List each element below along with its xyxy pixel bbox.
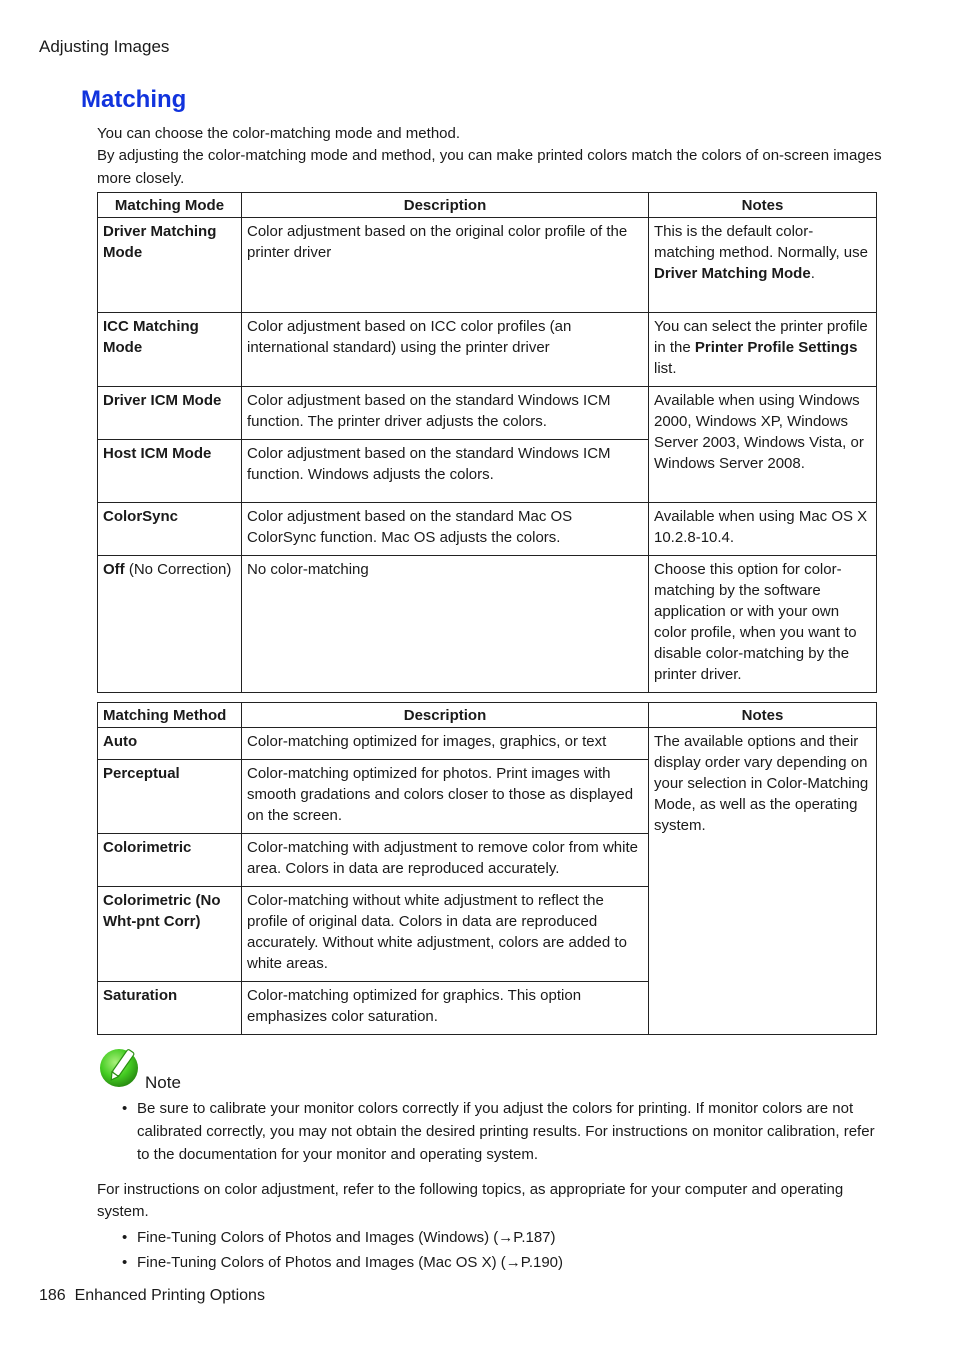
- mode-cell: ICC Matching Mode: [98, 313, 242, 387]
- description-cell: No color-matching: [242, 556, 649, 693]
- intro-text: You can choose the color-matching mode and method.: [97, 125, 461, 142]
- topic-link[interactable]: Fine-Tuning Colors of Photos and Images (Mac OS X) (→P.190): [137, 1254, 564, 1271]
- table-row: [98, 313, 877, 387]
- mode-cell: Off (No Correction): [98, 556, 242, 693]
- description-cell: Color-matching optimized for graphics. This option emphasizes color saturation.: [242, 982, 649, 1035]
- notes-cell: The available options and their display order vary depending on your selection in Color-Matching Mode, as well as the operating system.: [649, 728, 877, 1035]
- page-title: Matching: [81, 86, 187, 113]
- running-header: Adjusting Images: [39, 37, 170, 56]
- bullet: •: [122, 1100, 128, 1117]
- bullet: •: [122, 1229, 128, 1246]
- mode-cell: Host ICM Mode: [98, 440, 242, 503]
- table-row: [98, 218, 877, 313]
- table-row: [98, 387, 877, 440]
- description-cell: Color adjustment based on ICC color profiles (an international standard) using the printer driver: [242, 313, 649, 387]
- description-cell: Color adjustment based on the standard Windows ICM function. The printer driver adjusts the colors.: [242, 387, 649, 440]
- column-header: Notes: [649, 703, 877, 728]
- mode-cell: Driver ICM Mode: [98, 387, 242, 440]
- method-cell: Perceptual: [98, 760, 242, 834]
- description-cell: Color-matching optimized for photos. Print images with smooth gradations and colors closer to those as displayed on the screen.: [242, 760, 649, 834]
- outro-text: For instructions on color adjustment, refer to the following topics, as appropriate for your computer and operating system.: [97, 1181, 844, 1220]
- column-header: Matching Method: [98, 703, 242, 728]
- description-cell: Color adjustment based on the standard Windows ICM function. Windows adjusts the colors.: [242, 440, 649, 503]
- bullet: •: [122, 1254, 128, 1271]
- table-header-row: [98, 193, 877, 218]
- mode-cell: ColorSync: [98, 503, 242, 556]
- method-cell: Saturation: [98, 982, 242, 1035]
- description-cell: Color adjustment based on the original color profile of the printer driver: [242, 218, 649, 313]
- column-header: Description: [242, 193, 649, 218]
- table-row: [98, 503, 877, 556]
- method-cell: Colorimetric: [98, 834, 242, 887]
- method-cell: Auto: [98, 728, 242, 760]
- note-label: Note: [145, 1073, 181, 1092]
- page-footer: [39, 1286, 265, 1306]
- column-header: Matching Mode: [98, 193, 242, 218]
- column-header: Notes: [649, 193, 877, 218]
- topic-link[interactable]: Fine-Tuning Colors of Photos and Images (Windows) (→P.187): [137, 1229, 556, 1246]
- note-text: Be sure to calibrate your monitor colors correctly if you adjust the colors for printing. If monitor colors are not calibrated correctly, you may not obtain the desired printing results. For instructions on monitor calibration, refer to the documentation for your monitor and operating system.: [137, 1100, 875, 1163]
- mode-cell: Driver Matching Mode: [98, 218, 242, 313]
- table-row: [98, 728, 877, 760]
- matching-mode-table: [97, 192, 877, 693]
- intro-text: By adjusting the color-matching mode and method, you can make printed colors match the colors of on-screen images more closely.: [97, 147, 882, 187]
- matching-method-table: [97, 702, 877, 1035]
- notes-cell: This is the default color-matching method. Normally, use Driver Matching Mode.: [649, 218, 877, 313]
- notes-cell: Available when using Mac OS X 10.2.8-10.4.: [649, 503, 877, 556]
- note-pencil-icon: [99, 1046, 143, 1090]
- description-cell: Color-matching without white adjustment to reflect the profile of original data. Colors in data are reproduced accurately. Without white adjustment, colors are added to white areas.: [242, 887, 649, 982]
- column-header: Description: [242, 703, 649, 728]
- description-cell: Color adjustment based on the standard Mac OS ColorSync function. Mac OS adjusts the colors.: [242, 503, 649, 556]
- table-row: [98, 556, 877, 693]
- method-cell: Colorimetric (No Wht-pnt Corr): [98, 887, 242, 982]
- table-header-row: [98, 703, 877, 728]
- notes-cell: You can select the printer profile in the Printer Profile Settings list.: [649, 313, 877, 387]
- notes-cell: Available when using Windows 2000, Windows XP, Windows Server 2003, Windows Vista, or Windows Server 2008.: [649, 387, 877, 503]
- description-cell: Color-matching with adjustment to remove color from white area. Colors in data are reproduced accurately.: [242, 834, 649, 887]
- description-cell: Color-matching optimized for images, graphics, or text: [242, 728, 649, 760]
- notes-cell: Choose this option for color-matching by the software application or with your own color profile, when you want to disable color-matching by the printer driver.: [649, 556, 877, 693]
- page-number: 186: [39, 1287, 66, 1304]
- footer-section: Enhanced Printing Options: [74, 1287, 265, 1304]
